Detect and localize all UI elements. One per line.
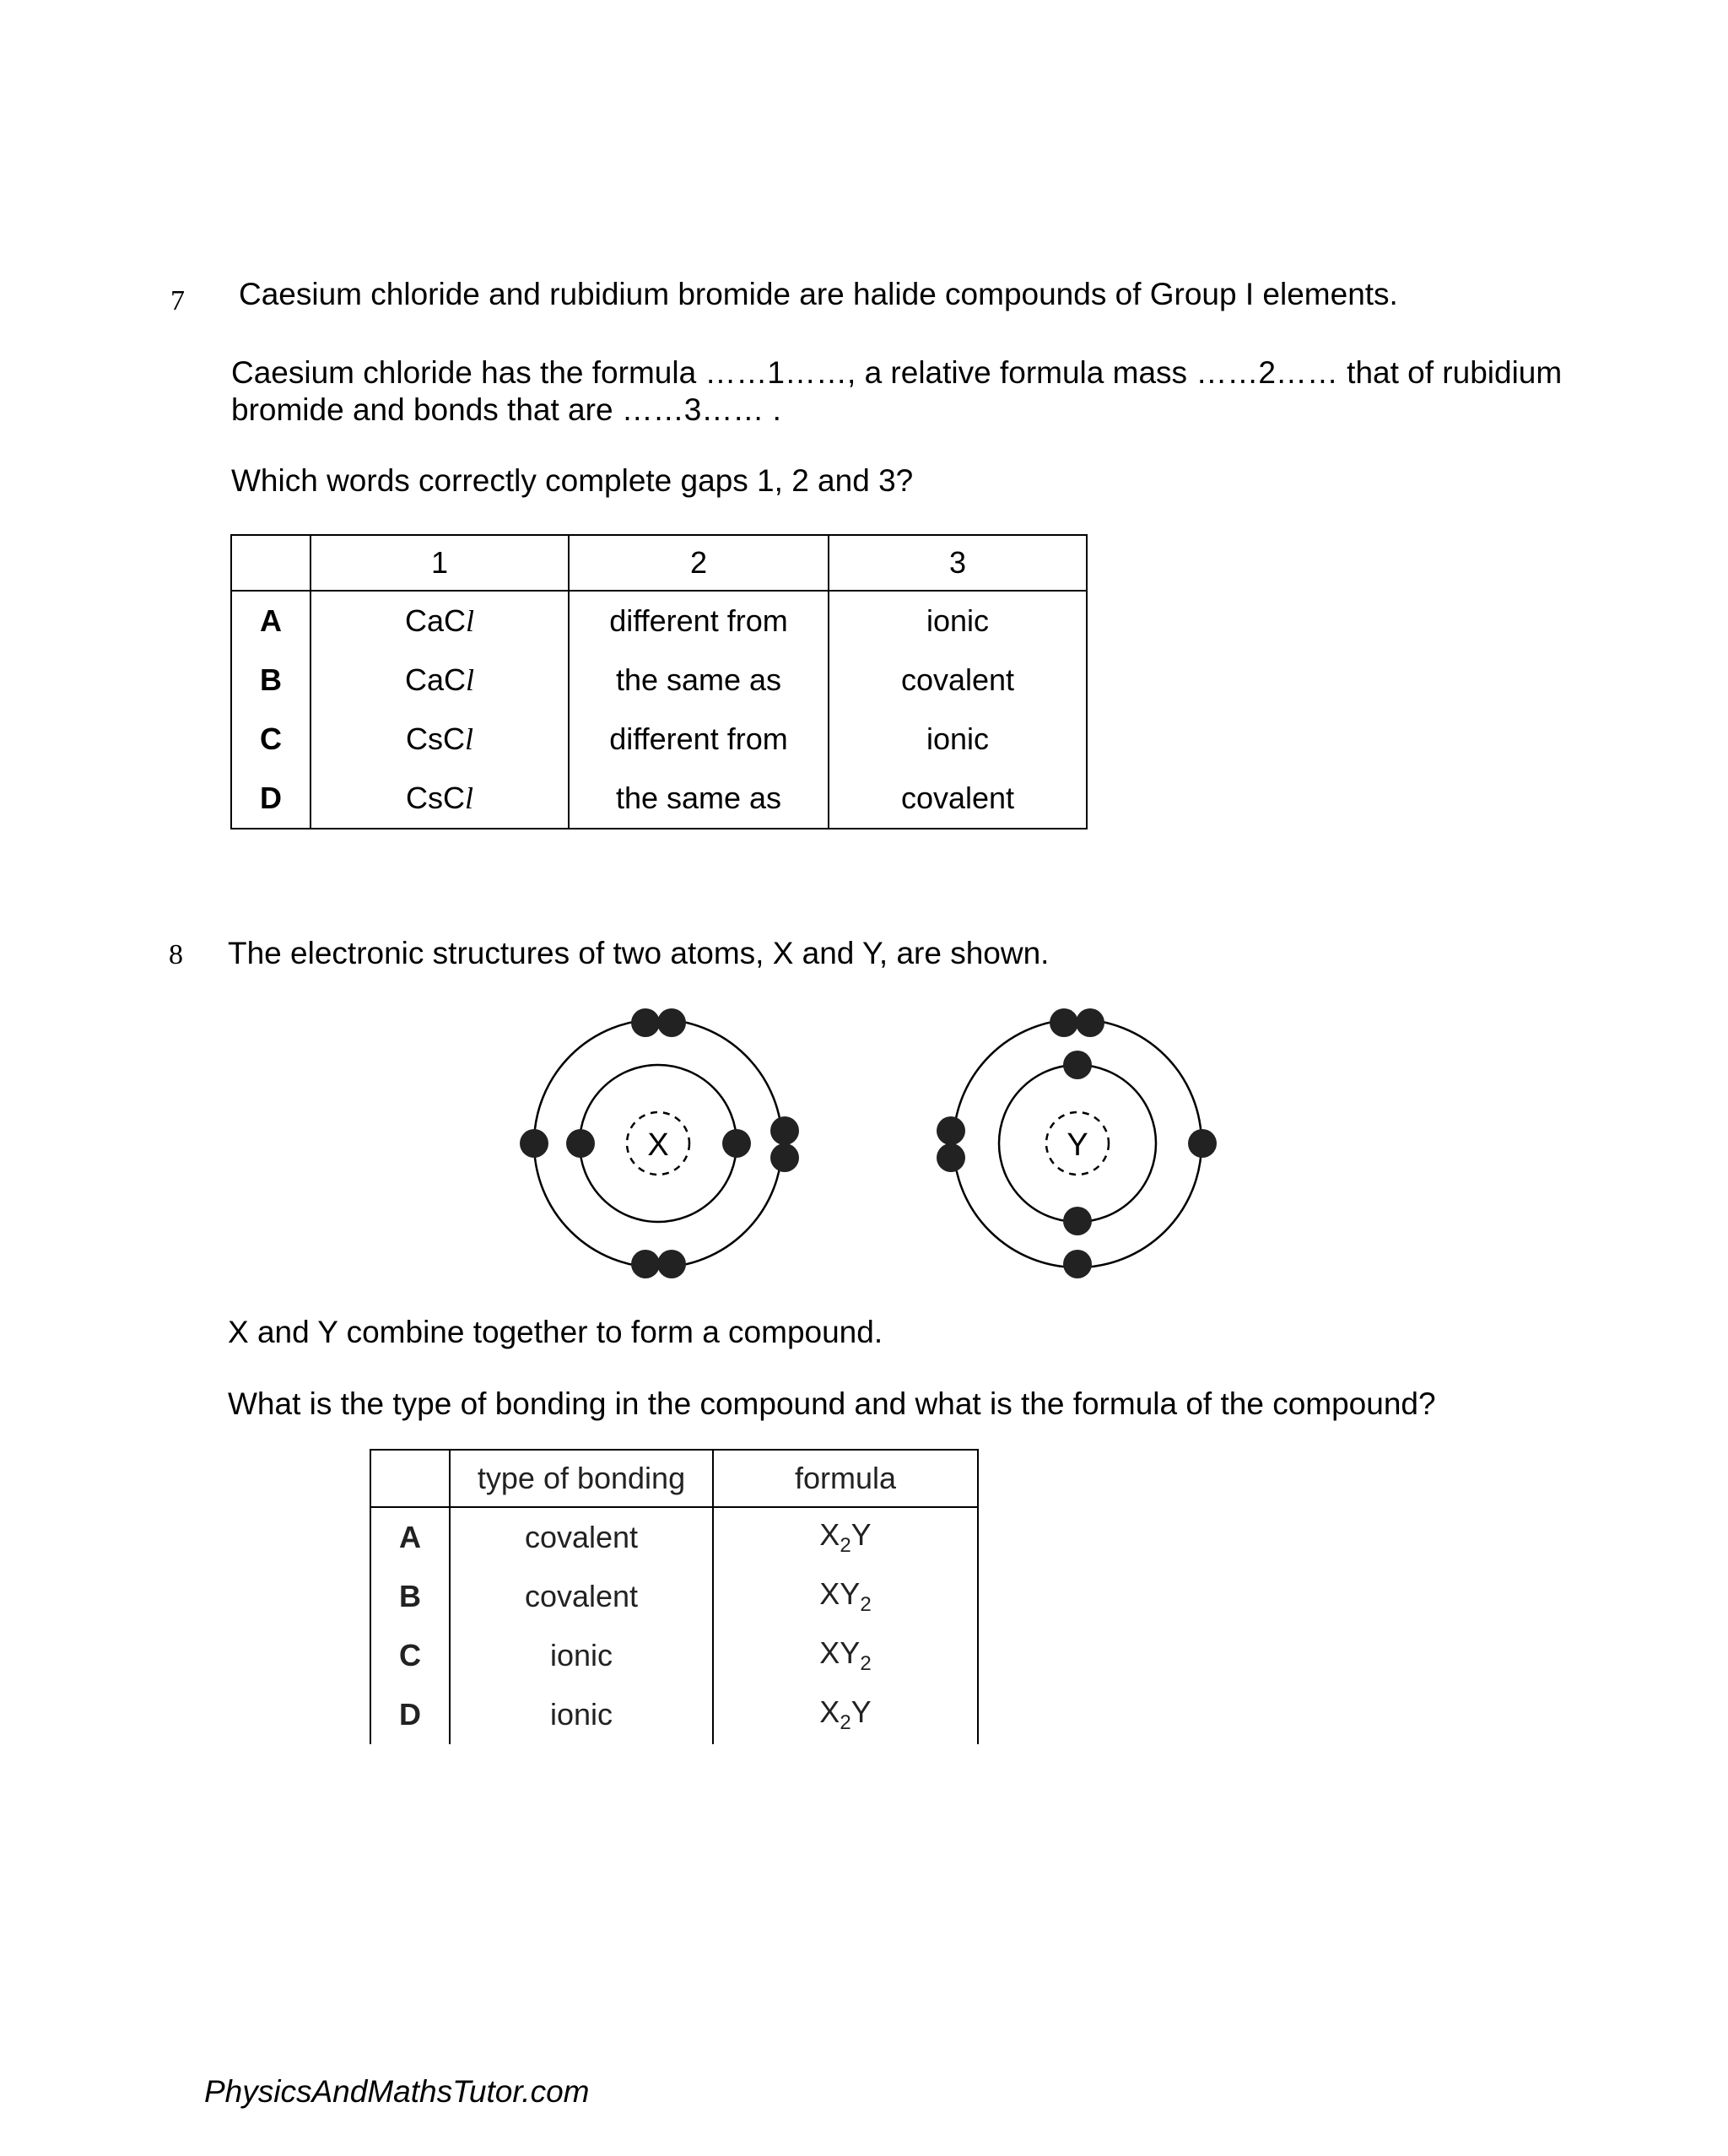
table-row [370, 1685, 978, 1744]
atom-y-label: Y [1066, 1127, 1088, 1163]
atom-x [520, 1008, 799, 1278]
answer-table-q8 [370, 1449, 979, 1744]
electron [937, 1116, 965, 1145]
formula-cell: CaCl [310, 651, 569, 710]
formula-cell: $X_2Y$ [713, 1685, 978, 1744]
electron [1076, 1008, 1104, 1037]
atom-x-label: X [647, 1127, 669, 1163]
header-cell-blank [370, 1450, 450, 1507]
footer-watermark: PhysicsAndMathsTutor.com [204, 2074, 590, 2109]
header-cell: 3 [829, 535, 1087, 591]
electron [631, 1008, 660, 1037]
electron [770, 1116, 799, 1145]
electron [770, 1143, 799, 1172]
question-number: 7 [170, 285, 185, 316]
formula-cell: $XY_2$ [713, 1567, 978, 1626]
header-cell: 2 [569, 535, 829, 591]
statement-text: X and Y combine together to form a compound. [228, 1315, 883, 1349]
bonding-cell: ionic [450, 1685, 713, 1744]
formula-cell: $X_2Y$ [713, 1507, 978, 1567]
mass-cell: the same as [569, 651, 829, 710]
bond-cell: ionic [829, 591, 1087, 651]
formula-cell: CaCl [310, 591, 569, 651]
header-cell: 1 [310, 535, 569, 591]
bonding-cell: ionic [450, 1626, 713, 1685]
option-label: B [370, 1567, 450, 1626]
electron [1050, 1008, 1078, 1037]
electron [722, 1129, 751, 1158]
formula-cell: $XY_2$ [713, 1626, 978, 1685]
option-label: D [370, 1685, 450, 1744]
table-row [231, 651, 1087, 710]
mass-cell: the same as [569, 769, 829, 829]
electron [937, 1143, 965, 1172]
statement-line-2: bromide and bonds that are ……3…… . [231, 392, 781, 427]
mass-cell: different from [569, 710, 829, 769]
bond-cell: ionic [829, 710, 1087, 769]
table-header-row [370, 1450, 978, 1507]
option-label: B [231, 651, 310, 710]
header-cell: formula [713, 1450, 978, 1507]
table-row [370, 1567, 978, 1626]
table-row [231, 769, 1087, 829]
question-number: 8 [169, 939, 183, 970]
electron [520, 1129, 548, 1158]
question-text: Which words correctly complete gaps 1, 2 and 3? [231, 463, 914, 498]
option-label: A [370, 1507, 450, 1567]
table-row [231, 710, 1087, 769]
bond-cell: covalent [829, 651, 1087, 710]
option-label: C [231, 710, 310, 769]
option-label: D [231, 769, 310, 829]
electron [1063, 1207, 1092, 1235]
electron [1063, 1051, 1092, 1079]
table-row [370, 1507, 978, 1567]
electron [657, 1250, 686, 1278]
mass-cell: different from [569, 591, 829, 651]
option-label: C [370, 1626, 450, 1685]
electron [657, 1008, 686, 1037]
statement-line-1: Caesium chloride has the formula ……1……, a relative formula mass ……2…… that of rubidium [231, 355, 1563, 390]
option-label: A [231, 591, 310, 651]
bonding-cell: covalent [450, 1567, 713, 1626]
bond-cell: covalent [829, 769, 1087, 829]
table-row [370, 1626, 978, 1685]
electron [1188, 1129, 1217, 1158]
bonding-cell: covalent [450, 1507, 713, 1567]
answer-table-q7 [230, 534, 1088, 829]
question-intro: The electronic structures of two atoms, X and Y, are shown. [228, 936, 1050, 970]
formula-cell: CsCl [310, 769, 569, 829]
electronic-structures-diagram [506, 996, 1249, 1300]
header-cell: type of bonding [450, 1450, 713, 1507]
question-intro: Caesium chloride and rubidium bromide are halide compounds of Group I elements. [239, 277, 1398, 311]
atom-y [937, 1008, 1217, 1278]
electron [1063, 1250, 1092, 1278]
electron [566, 1129, 595, 1158]
formula-cell: CsCl [310, 710, 569, 769]
electron [631, 1250, 660, 1278]
question-text: What is the type of bonding in the compound and what is the formula of the compound? [228, 1386, 1436, 1421]
table-row [231, 591, 1087, 651]
table-header-row [231, 535, 1087, 591]
header-cell-blank [231, 535, 310, 591]
